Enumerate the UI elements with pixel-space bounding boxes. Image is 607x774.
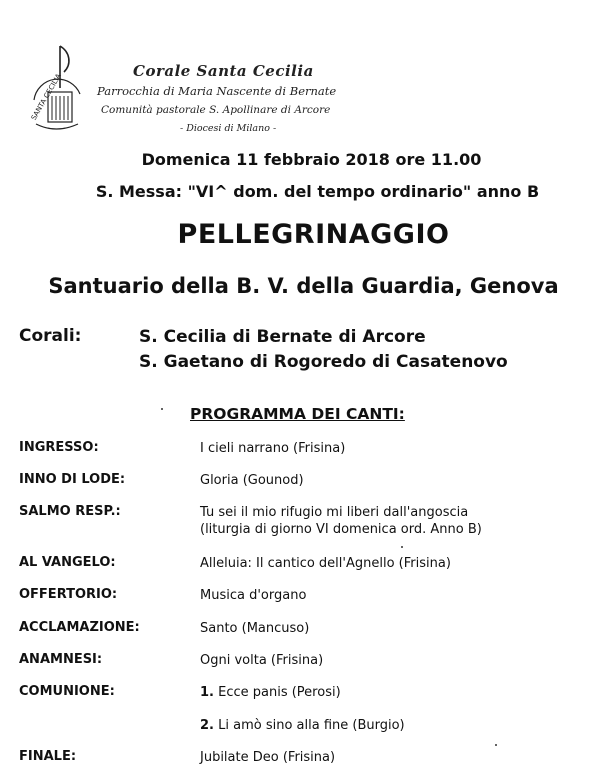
page-title: PELLEGRINAGGIO bbox=[177, 219, 450, 250]
scan-speck bbox=[495, 744, 497, 746]
program-value-wrap bbox=[200, 684, 341, 701]
program-label: COMUNIONE: bbox=[19, 684, 115, 699]
program-value: Musica d'organo bbox=[200, 588, 307, 603]
program-label: INGRESSO: bbox=[19, 440, 99, 455]
program-value: I cieli narrano (Frisina) bbox=[200, 441, 346, 456]
program-label: SALMO RESP.: bbox=[19, 504, 121, 519]
program-value: Ogni volta (Frisina) bbox=[200, 653, 324, 668]
corali-label: Corali: bbox=[19, 326, 82, 346]
item-number: 2. bbox=[200, 718, 214, 733]
scan-speck bbox=[161, 408, 163, 410]
event-date: Domenica 11 febbraio 2018 ore 11.00 bbox=[141, 150, 482, 169]
choir-item: S. Gaetano di Rogoredo di Casatenovo bbox=[139, 352, 508, 372]
event-place: Santuario della B. V. della Guardia, Genova bbox=[48, 274, 559, 298]
program-value-note: (liturgia di giorno VI domenica ord. Anno B) bbox=[200, 522, 482, 537]
program-label: AL VANGELO: bbox=[19, 555, 116, 570]
event-mass: S. Messa: "VI^ dom. del tempo ordinario" anno B bbox=[95, 182, 540, 201]
program-label: INNO DI LODE: bbox=[19, 472, 126, 487]
program-label: ACCLAMAZIONE: bbox=[19, 620, 140, 635]
header-diocese: - Diocesi di Milano - bbox=[180, 123, 277, 134]
program-value-wrap bbox=[200, 717, 405, 734]
item-number: 1. bbox=[200, 685, 214, 700]
choir-item: S. Cecilia di Bernate di Arcore bbox=[139, 327, 426, 347]
header-choir-name: Corale Santa Cecilia bbox=[133, 62, 314, 80]
program-title: PROGRAMMA DEI CANTI: bbox=[190, 405, 405, 423]
program-label: FINALE: bbox=[19, 749, 77, 764]
program-value: Ecce panis (Perosi) bbox=[218, 685, 341, 700]
program-value: Alleluia: Il cantico dell'Agnello (Frisina) bbox=[200, 556, 451, 571]
program-value: Li amò sino alla fine (Burgio) bbox=[218, 718, 405, 733]
program-label: ANAMNESI: bbox=[19, 652, 103, 667]
program-value: Jubilate Deo (Frisina) bbox=[200, 750, 336, 765]
scan-speck bbox=[401, 546, 403, 548]
choir-logo-icon bbox=[26, 42, 88, 142]
program-value: Gloria (Gounod) bbox=[200, 473, 304, 488]
header-community: Comunità pastorale S. Apollinare di Arcore bbox=[101, 104, 331, 116]
program-label: OFFERTORIO: bbox=[19, 587, 118, 602]
program-value: Santo (Mancuso) bbox=[200, 621, 310, 636]
header-parish: Parrocchia di Maria Nascente di Bernate bbox=[97, 84, 337, 98]
program-value: Tu sei il mio rifugio mi liberi dall'angoscia bbox=[200, 505, 469, 520]
svg-text:SANTA CECILIA: SANTA CECILIA bbox=[29, 72, 63, 122]
